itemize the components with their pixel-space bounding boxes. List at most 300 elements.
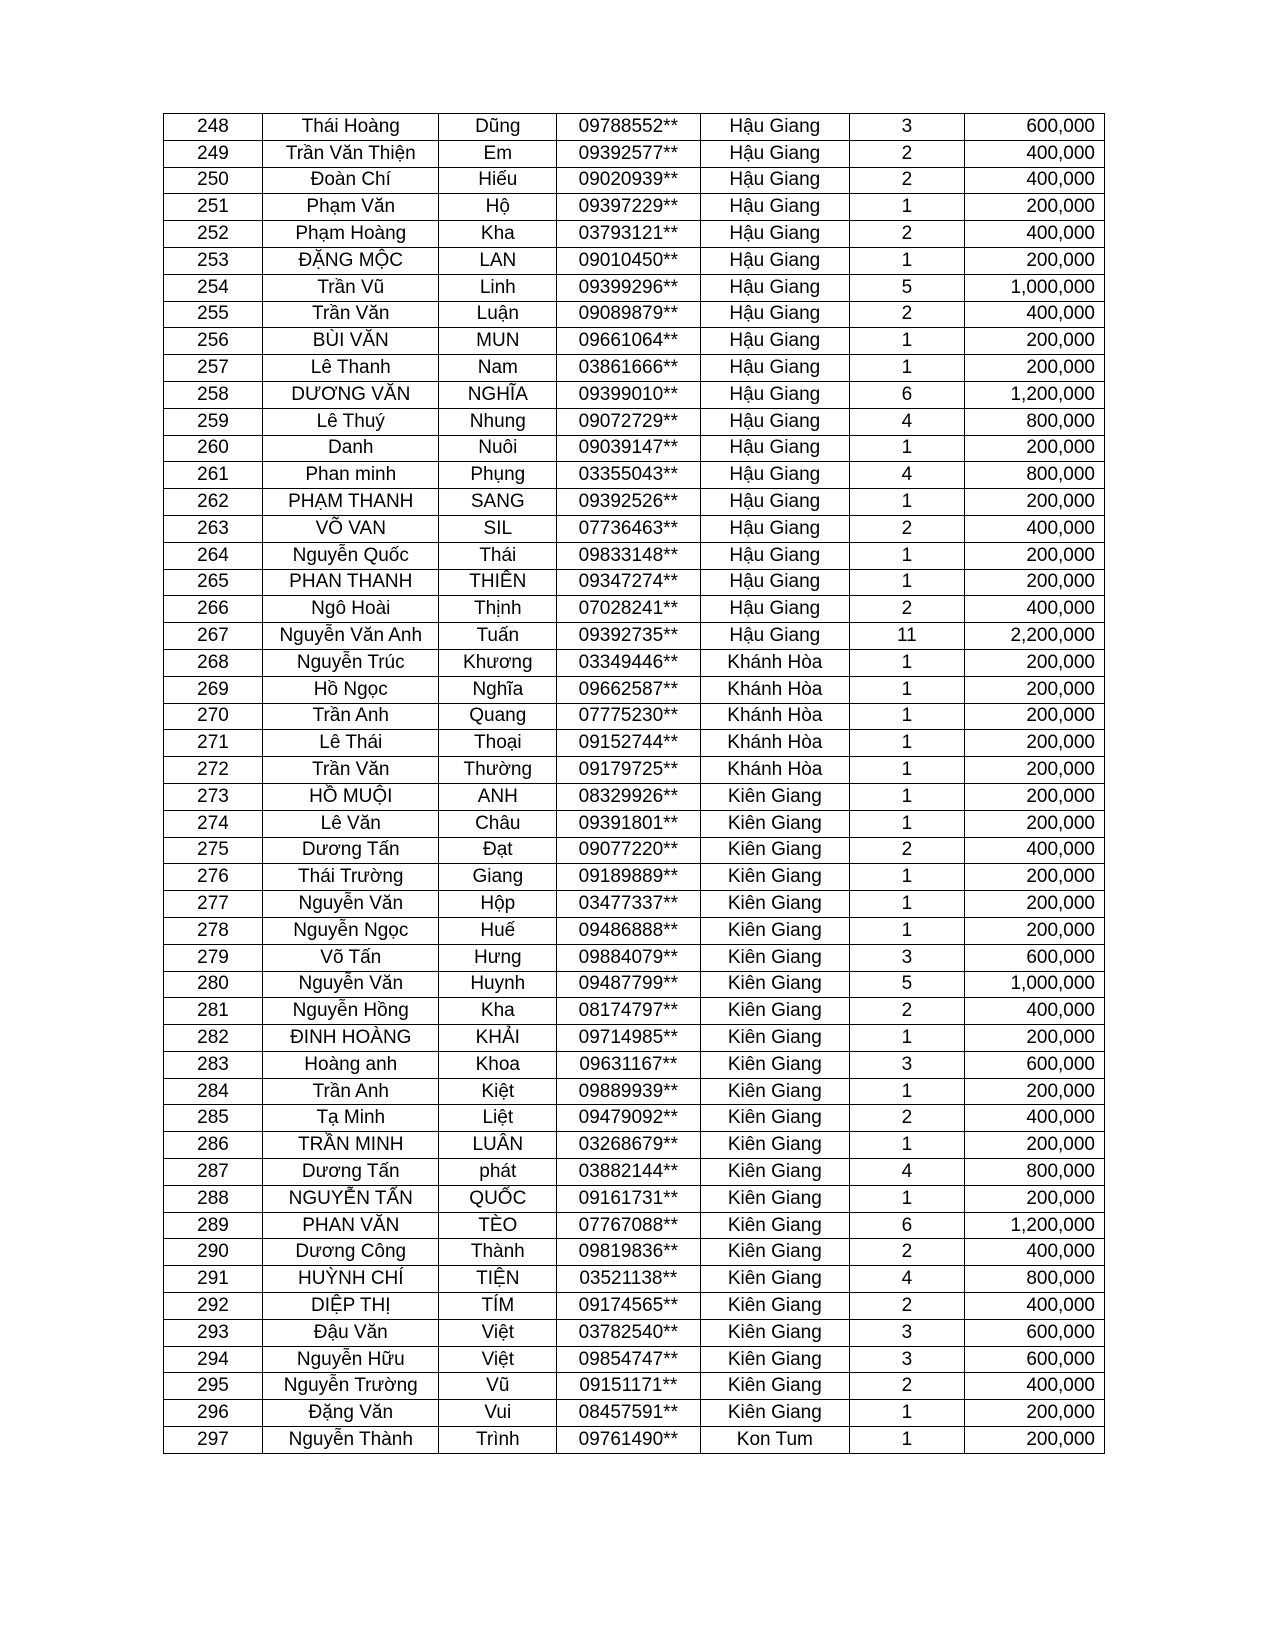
cell-tinh: Hậu Giang [700, 221, 850, 248]
cell-so-tien: 200,000 [964, 1427, 1104, 1454]
cell-so-luong: 1 [850, 542, 965, 569]
cell-tinh: Hậu Giang [700, 140, 850, 167]
table-row [164, 649, 1105, 676]
cell-ten: TÍM [439, 1293, 557, 1320]
cell-ten: Hộ [439, 194, 557, 221]
cell-ho-dem: Trần Anh [263, 703, 439, 730]
cell-so-dien-thoai: 09761490** [557, 1427, 700, 1454]
cell-so-luong: 2 [850, 596, 965, 623]
cell-ten: Hưng [439, 944, 557, 971]
cell-tinh: Kiên Giang [700, 1293, 850, 1320]
table-row [164, 837, 1105, 864]
cell-tinh: Kon Tum [700, 1427, 850, 1454]
table-row [164, 676, 1105, 703]
cell-so-luong: 1 [850, 917, 965, 944]
cell-so-luong: 1 [850, 810, 965, 837]
cell-stt: 281 [164, 998, 263, 1025]
cell-tinh: Kiên Giang [700, 917, 850, 944]
cell-so-luong: 1 [850, 247, 965, 274]
cell-ten: Linh [439, 274, 557, 301]
cell-ten: Nghĩa [439, 676, 557, 703]
cell-so-tien: 800,000 [964, 462, 1104, 489]
cell-so-dien-thoai: 08174797** [557, 998, 700, 1025]
cell-ten: Huế [439, 917, 557, 944]
cell-so-luong: 4 [850, 462, 965, 489]
cell-tinh: Kiên Giang [700, 891, 850, 918]
cell-ten: Kha [439, 221, 557, 248]
cell-tinh: Hậu Giang [700, 569, 850, 596]
cell-so-tien: 600,000 [964, 1319, 1104, 1346]
cell-ho-dem: BÙI VĂN [263, 328, 439, 355]
cell-ten: Thịnh [439, 596, 557, 623]
cell-so-luong: 3 [850, 114, 965, 141]
cell-tinh: Hậu Giang [700, 489, 850, 516]
cell-ho-dem: Võ Tấn [263, 944, 439, 971]
cell-tinh: Khánh Hòa [700, 757, 850, 784]
cell-so-tien: 800,000 [964, 1159, 1104, 1186]
cell-ten: Trình [439, 1427, 557, 1454]
cell-ho-dem: PHAN VĂN [263, 1212, 439, 1239]
cell-stt: 260 [164, 435, 263, 462]
cell-ten: Nuôi [439, 435, 557, 462]
cell-so-dien-thoai: 09077220** [557, 837, 700, 864]
cell-ten: Giang [439, 864, 557, 891]
cell-ho-dem: Trần Anh [263, 1078, 439, 1105]
cell-ho-dem: Trần Văn Thiện [263, 140, 439, 167]
cell-ten: SANG [439, 489, 557, 516]
cell-ho-dem: TRẦN MINH [263, 1132, 439, 1159]
cell-ho-dem: Nguyễn Văn [263, 971, 439, 998]
cell-ten: Kha [439, 998, 557, 1025]
table-row [164, 1239, 1105, 1266]
cell-so-tien: 1,200,000 [964, 381, 1104, 408]
table-row [164, 1346, 1105, 1373]
cell-so-tien: 200,000 [964, 542, 1104, 569]
cell-so-luong: 1 [850, 328, 965, 355]
cell-stt: 250 [164, 167, 263, 194]
cell-ten: Hiếu [439, 167, 557, 194]
cell-stt: 272 [164, 757, 263, 784]
cell-stt: 280 [164, 971, 263, 998]
cell-so-luong: 1 [850, 435, 965, 462]
cell-ten: TIỆN [439, 1266, 557, 1293]
cell-tinh: Hậu Giang [700, 194, 850, 221]
cell-so-dien-thoai: 09486888** [557, 917, 700, 944]
table-row [164, 569, 1105, 596]
cell-ho-dem: Lê Thanh [263, 355, 439, 382]
table-row [164, 917, 1105, 944]
cell-ho-dem: Nguyễn Trường [263, 1373, 439, 1400]
table-row [164, 730, 1105, 757]
cell-so-luong: 1 [850, 1185, 965, 1212]
cell-stt: 288 [164, 1185, 263, 1212]
cell-stt: 287 [164, 1159, 263, 1186]
table-row [164, 1293, 1105, 1320]
cell-ho-dem: Phan minh [263, 462, 439, 489]
cell-ten: MUN [439, 328, 557, 355]
cell-ten: SIL [439, 515, 557, 542]
cell-so-tien: 200,000 [964, 810, 1104, 837]
cell-tinh: Khánh Hòa [700, 703, 850, 730]
cell-so-dien-thoai: 03355043** [557, 462, 700, 489]
cell-so-dien-thoai: 09479092** [557, 1105, 700, 1132]
cell-tinh: Kiên Giang [700, 1051, 850, 1078]
cell-so-tien: 200,000 [964, 569, 1104, 596]
cell-ho-dem: Lê Thuý [263, 408, 439, 435]
cell-so-luong: 1 [850, 355, 965, 382]
recipient-table [163, 113, 1105, 1454]
table-row [164, 1159, 1105, 1186]
table-row [164, 703, 1105, 730]
cell-so-tien: 600,000 [964, 1346, 1104, 1373]
cell-ho-dem: ĐINH HOÀNG [263, 1025, 439, 1052]
cell-so-tien: 200,000 [964, 247, 1104, 274]
table-row [164, 757, 1105, 784]
cell-so-dien-thoai: 09397229** [557, 194, 700, 221]
cell-ten: Nhung [439, 408, 557, 435]
cell-stt: 248 [164, 114, 263, 141]
cell-so-dien-thoai: 09151171** [557, 1373, 700, 1400]
cell-stt: 261 [164, 462, 263, 489]
cell-tinh: Hậu Giang [700, 167, 850, 194]
cell-so-dien-thoai: 09661064** [557, 328, 700, 355]
cell-stt: 294 [164, 1346, 263, 1373]
cell-so-tien: 200,000 [964, 328, 1104, 355]
cell-so-luong: 2 [850, 221, 965, 248]
cell-so-tien: 200,000 [964, 783, 1104, 810]
cell-stt: 255 [164, 301, 263, 328]
cell-ho-dem: Tạ Minh [263, 1105, 439, 1132]
cell-tinh: Hậu Giang [700, 247, 850, 274]
cell-ten: Luận [439, 301, 557, 328]
table-row [164, 247, 1105, 274]
cell-stt: 258 [164, 381, 263, 408]
cell-ho-dem: Đặng Văn [263, 1400, 439, 1427]
cell-stt: 257 [164, 355, 263, 382]
cell-so-tien: 400,000 [964, 596, 1104, 623]
table-row [164, 1185, 1105, 1212]
cell-so-tien: 600,000 [964, 1051, 1104, 1078]
cell-tinh: Kiên Giang [700, 944, 850, 971]
table-row [164, 1025, 1105, 1052]
cell-so-dien-thoai: 09399010** [557, 381, 700, 408]
cell-so-luong: 2 [850, 167, 965, 194]
cell-ho-dem: Ngô Hoài [263, 596, 439, 623]
cell-so-tien: 400,000 [964, 1293, 1104, 1320]
cell-ten: Châu [439, 810, 557, 837]
cell-tinh: Hậu Giang [700, 301, 850, 328]
cell-so-tien: 1,000,000 [964, 971, 1104, 998]
cell-stt: 297 [164, 1427, 263, 1454]
cell-stt: 266 [164, 596, 263, 623]
cell-tinh: Hậu Giang [700, 542, 850, 569]
cell-ho-dem: VÕ VAN [263, 515, 439, 542]
cell-so-dien-thoai: 09854747** [557, 1346, 700, 1373]
table-row [164, 274, 1105, 301]
table-row [164, 864, 1105, 891]
cell-tinh: Hậu Giang [700, 328, 850, 355]
cell-ten: KHẢI [439, 1025, 557, 1052]
cell-stt: 286 [164, 1132, 263, 1159]
cell-tinh: Hậu Giang [700, 596, 850, 623]
cell-so-tien: 600,000 [964, 944, 1104, 971]
cell-so-dien-thoai: 09072729** [557, 408, 700, 435]
cell-ho-dem: HỒ MUỘI [263, 783, 439, 810]
cell-tinh: Hậu Giang [700, 381, 850, 408]
cell-so-tien: 200,000 [964, 649, 1104, 676]
cell-tinh: Kiên Giang [700, 1346, 850, 1373]
table-row [164, 194, 1105, 221]
cell-so-dien-thoai: 09010450** [557, 247, 700, 274]
cell-tinh: Kiên Giang [700, 971, 850, 998]
table-row [164, 408, 1105, 435]
cell-ho-dem: Nguyễn Trúc [263, 649, 439, 676]
cell-so-dien-thoai: 03477337** [557, 891, 700, 918]
cell-tinh: Kiên Giang [700, 1159, 850, 1186]
cell-so-dien-thoai: 09631167** [557, 1051, 700, 1078]
cell-ho-dem: PHẠM THANH [263, 489, 439, 516]
cell-ten: Việt [439, 1346, 557, 1373]
cell-tinh: Kiên Giang [700, 783, 850, 810]
cell-stt: 249 [164, 140, 263, 167]
cell-so-tien: 1,200,000 [964, 1212, 1104, 1239]
table-row [164, 328, 1105, 355]
cell-so-dien-thoai: 03268679** [557, 1132, 700, 1159]
cell-stt: 274 [164, 810, 263, 837]
cell-ten: Thành [439, 1239, 557, 1266]
cell-stt: 254 [164, 274, 263, 301]
cell-stt: 282 [164, 1025, 263, 1052]
cell-so-tien: 400,000 [964, 1373, 1104, 1400]
cell-so-tien: 400,000 [964, 221, 1104, 248]
cell-so-dien-thoai: 09662587** [557, 676, 700, 703]
cell-stt: 292 [164, 1293, 263, 1320]
table-row [164, 783, 1105, 810]
cell-so-tien: 200,000 [964, 435, 1104, 462]
cell-ho-dem: Đậu Văn [263, 1319, 439, 1346]
cell-tinh: Kiên Giang [700, 1078, 850, 1105]
cell-ho-dem: Nguyễn Văn Anh [263, 623, 439, 650]
cell-so-tien: 400,000 [964, 140, 1104, 167]
table-row [164, 1400, 1105, 1427]
cell-tinh: Kiên Giang [700, 998, 850, 1025]
cell-so-tien: 600,000 [964, 114, 1104, 141]
cell-ten: ANH [439, 783, 557, 810]
table-row [164, 971, 1105, 998]
cell-so-luong: 1 [850, 489, 965, 516]
cell-so-tien: 800,000 [964, 1266, 1104, 1293]
cell-so-luong: 2 [850, 1105, 965, 1132]
cell-so-dien-thoai: 09391801** [557, 810, 700, 837]
cell-tinh: Hậu Giang [700, 462, 850, 489]
cell-so-dien-thoai: 09089879** [557, 301, 700, 328]
cell-ten: Liệt [439, 1105, 557, 1132]
cell-so-dien-thoai: 08457591** [557, 1400, 700, 1427]
cell-so-dien-thoai: 03782540** [557, 1319, 700, 1346]
cell-ho-dem: Nguyễn Ngọc [263, 917, 439, 944]
cell-so-dien-thoai: 09392735** [557, 623, 700, 650]
cell-ho-dem: Nguyễn Văn [263, 891, 439, 918]
cell-ho-dem: Dương Tấn [263, 1159, 439, 1186]
cell-so-dien-thoai: 07736463** [557, 515, 700, 542]
cell-tinh: Kiên Giang [700, 810, 850, 837]
cell-so-luong: 3 [850, 1319, 965, 1346]
table-row [164, 810, 1105, 837]
cell-so-luong: 2 [850, 837, 965, 864]
cell-stt: 279 [164, 944, 263, 971]
cell-ho-dem: Danh [263, 435, 439, 462]
table-row [164, 1427, 1105, 1454]
cell-tinh: Hậu Giang [700, 515, 850, 542]
table-row [164, 944, 1105, 971]
cell-so-luong: 1 [850, 757, 965, 784]
cell-ten: Em [439, 140, 557, 167]
cell-stt: 285 [164, 1105, 263, 1132]
table-body [164, 114, 1105, 1454]
cell-stt: 278 [164, 917, 263, 944]
cell-ten: Đạt [439, 837, 557, 864]
cell-ten: Nam [439, 355, 557, 382]
table-row [164, 140, 1105, 167]
table-row [164, 355, 1105, 382]
cell-so-luong: 6 [850, 381, 965, 408]
cell-ho-dem: HUỲNH CHÍ [263, 1266, 439, 1293]
cell-ten: Việt [439, 1319, 557, 1346]
cell-so-tien: 200,000 [964, 1185, 1104, 1212]
cell-tinh: Kiên Giang [700, 1212, 850, 1239]
cell-so-tien: 2,200,000 [964, 623, 1104, 650]
cell-stt: 273 [164, 783, 263, 810]
table-row [164, 596, 1105, 623]
table-row [164, 1132, 1105, 1159]
cell-so-luong: 1 [850, 676, 965, 703]
cell-stt: 251 [164, 194, 263, 221]
cell-ho-dem: Phạm Hoàng [263, 221, 439, 248]
cell-tinh: Kiên Giang [700, 1025, 850, 1052]
cell-so-luong: 2 [850, 1239, 965, 1266]
cell-stt: 264 [164, 542, 263, 569]
table-row [164, 221, 1105, 248]
cell-tinh: Kiên Giang [700, 1239, 850, 1266]
cell-stt: 253 [164, 247, 263, 274]
cell-ho-dem: Trần Văn [263, 301, 439, 328]
cell-so-tien: 400,000 [964, 1105, 1104, 1132]
cell-tinh: Hậu Giang [700, 274, 850, 301]
cell-stt: 256 [164, 328, 263, 355]
cell-ho-dem: Nguyễn Hữu [263, 1346, 439, 1373]
cell-stt: 284 [164, 1078, 263, 1105]
cell-so-luong: 3 [850, 1346, 965, 1373]
cell-ho-dem: DƯƠNG VĂN [263, 381, 439, 408]
cell-ten: TÈO [439, 1212, 557, 1239]
cell-so-luong: 3 [850, 1051, 965, 1078]
cell-stt: 276 [164, 864, 263, 891]
cell-tinh: Kiên Giang [700, 1105, 850, 1132]
cell-stt: 296 [164, 1400, 263, 1427]
cell-so-dien-thoai: 07767088** [557, 1212, 700, 1239]
cell-tinh: Kiên Giang [700, 1132, 850, 1159]
cell-stt: 259 [164, 408, 263, 435]
cell-tinh: Kiên Giang [700, 864, 850, 891]
table-row [164, 515, 1105, 542]
cell-stt: 269 [164, 676, 263, 703]
cell-so-luong: 1 [850, 1025, 965, 1052]
table-row [164, 114, 1105, 141]
cell-tinh: Hậu Giang [700, 114, 850, 141]
table-row [164, 1078, 1105, 1105]
cell-so-dien-thoai: 09487799** [557, 971, 700, 998]
cell-ten: Thường [439, 757, 557, 784]
cell-so-luong: 1 [850, 730, 965, 757]
cell-so-luong: 1 [850, 864, 965, 891]
cell-so-dien-thoai: 09788552** [557, 114, 700, 141]
cell-so-tien: 200,000 [964, 757, 1104, 784]
cell-stt: 268 [164, 649, 263, 676]
cell-tinh: Kiên Giang [700, 837, 850, 864]
cell-so-luong: 1 [850, 569, 965, 596]
cell-so-tien: 400,000 [964, 515, 1104, 542]
cell-so-luong: 4 [850, 408, 965, 435]
table-row [164, 1212, 1105, 1239]
cell-stt: 283 [164, 1051, 263, 1078]
cell-ten: NGHĨA [439, 381, 557, 408]
cell-so-luong: 2 [850, 515, 965, 542]
cell-stt: 291 [164, 1266, 263, 1293]
cell-ho-dem: Đoàn Chí [263, 167, 439, 194]
cell-ten: LAN [439, 247, 557, 274]
cell-ten: Khương [439, 649, 557, 676]
table-row [164, 1105, 1105, 1132]
cell-so-tien: 400,000 [964, 167, 1104, 194]
cell-ten: Quang [439, 703, 557, 730]
cell-ho-dem: Trần Văn [263, 757, 439, 784]
cell-stt: 252 [164, 221, 263, 248]
cell-so-dien-thoai: 09392526** [557, 489, 700, 516]
cell-ten: phát [439, 1159, 557, 1186]
cell-ho-dem: Nguyễn Quốc [263, 542, 439, 569]
cell-so-luong: 2 [850, 1373, 965, 1400]
cell-so-dien-thoai: 09884079** [557, 944, 700, 971]
cell-so-dien-thoai: 03521138** [557, 1266, 700, 1293]
cell-so-luong: 1 [850, 703, 965, 730]
cell-tinh: Hậu Giang [700, 408, 850, 435]
cell-so-tien: 200,000 [964, 1132, 1104, 1159]
cell-so-luong: 4 [850, 1266, 965, 1293]
cell-so-tien: 200,000 [964, 864, 1104, 891]
cell-so-dien-thoai: 03349446** [557, 649, 700, 676]
cell-ho-dem: Nguyễn Thành [263, 1427, 439, 1454]
cell-ten: Huynh [439, 971, 557, 998]
cell-ten: Vui [439, 1400, 557, 1427]
cell-ho-dem: Lê Văn [263, 810, 439, 837]
table-row [164, 1373, 1105, 1400]
table-row [164, 542, 1105, 569]
cell-so-dien-thoai: 09161731** [557, 1185, 700, 1212]
table-row [164, 1266, 1105, 1293]
cell-so-tien: 800,000 [964, 408, 1104, 435]
cell-so-dien-thoai: 09189889** [557, 864, 700, 891]
cell-so-tien: 200,000 [964, 1078, 1104, 1105]
cell-so-tien: 400,000 [964, 837, 1104, 864]
cell-so-dien-thoai: 09020939** [557, 167, 700, 194]
cell-tinh: Khánh Hòa [700, 649, 850, 676]
cell-so-dien-thoai: 07028241** [557, 596, 700, 623]
cell-so-luong: 6 [850, 1212, 965, 1239]
cell-so-dien-thoai: 09392577** [557, 140, 700, 167]
cell-ten: Dũng [439, 114, 557, 141]
cell-ten: Kiệt [439, 1078, 557, 1105]
cell-so-luong: 5 [850, 971, 965, 998]
